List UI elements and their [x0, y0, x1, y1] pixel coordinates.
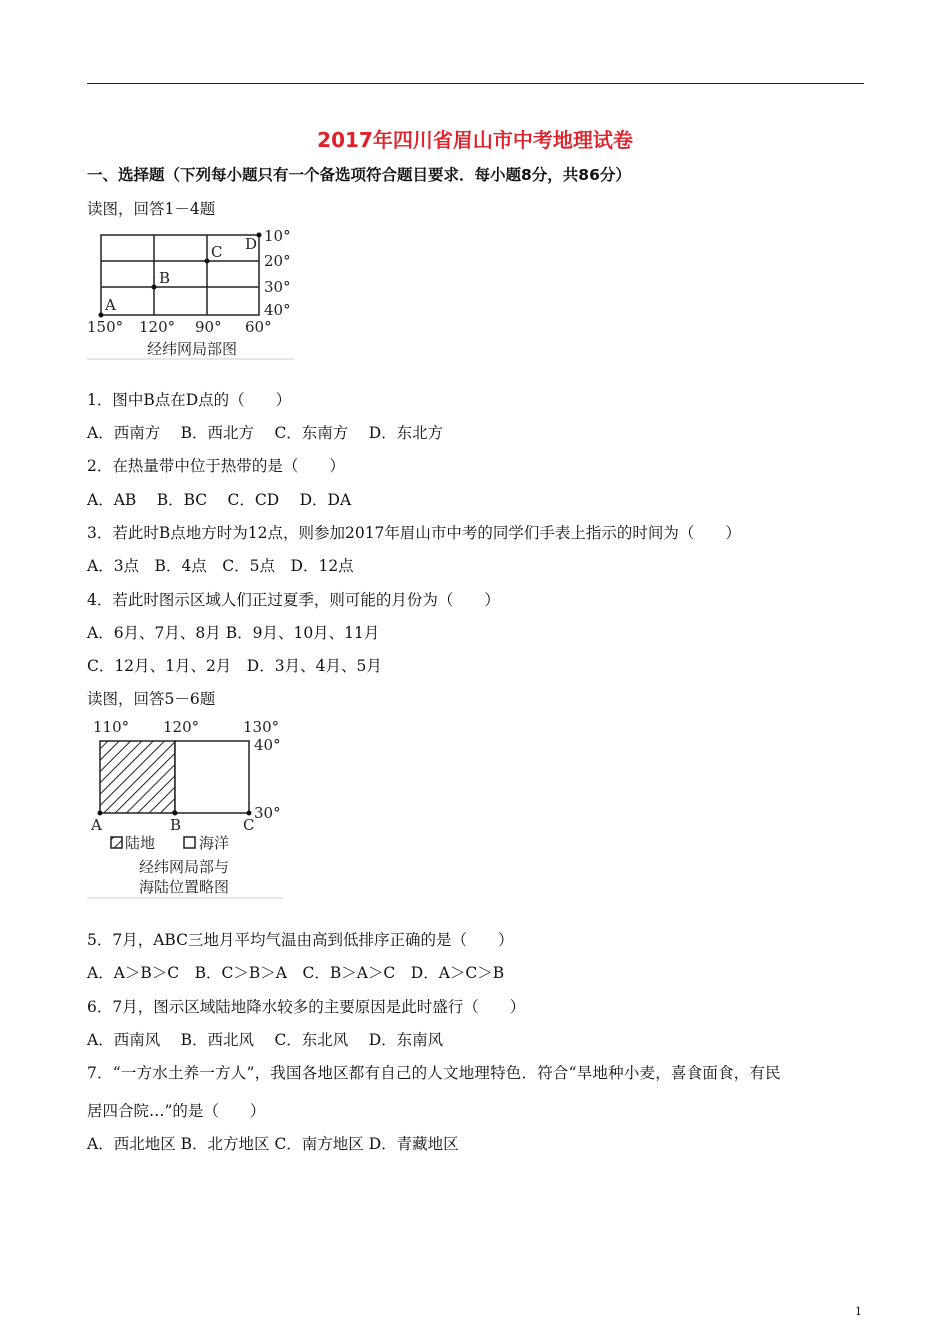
lat-label: 30°	[254, 804, 281, 822]
land-area	[100, 741, 175, 813]
question-options: A．6月、7月、8月 B．9月、10月、11月	[87, 624, 380, 642]
question-options: A．AB B．BC C．CD D．DA	[87, 491, 352, 509]
question-stem: 6．7月，图示区域陆地降水较多的主要原因是此时盛行（ ）	[87, 998, 526, 1016]
question-options: A．西南方 B．西北方 C．东南方 D．东北方	[87, 424, 444, 442]
label-c: C	[243, 816, 255, 834]
label-c: C	[211, 243, 223, 261]
question-stem-continued: 居四合院…”的是（ ）	[87, 1102, 266, 1120]
question-stem: 1．图中B点在D点的（ ）	[87, 391, 292, 409]
point-b	[173, 811, 178, 816]
question-options: A．西北地区 B．北方地区 C．南方地区 D．青藏地区	[87, 1135, 459, 1153]
page-number: 1	[855, 1305, 862, 1318]
intro-text-2: 读图，回答5－6题	[87, 690, 216, 708]
question-stem: 3．若此时B点地方时为12点，则参加2017年眉山市中考的同学们手表上指示的时间为（ ）	[87, 524, 741, 542]
label-d: D	[245, 235, 258, 253]
label-a: A	[105, 296, 116, 314]
lon-label: 120°	[139, 318, 176, 336]
graticule-figure	[87, 226, 297, 361]
question-stem: 4．若此时图示区域人们正过夏季，则可能的月份为（ ）	[87, 591, 500, 609]
lon-label: 120°	[163, 718, 200, 736]
question-options: A．3点 B．4点 C．5点 D．12点	[87, 557, 354, 575]
legend-sea-label: 海洋	[199, 834, 230, 852]
point-a	[99, 313, 104, 318]
lat-label: 30°	[264, 278, 291, 296]
legend-land-label: 陆地	[125, 834, 156, 852]
question-stem: 7．“一方水土养一方人”，我国各地区都有自己的人文地理特色．符合“旱地种小麦，喜食面食，有民	[87, 1064, 781, 1082]
legend-land-swatch	[111, 837, 122, 848]
lat-label: 40°	[254, 736, 281, 754]
point-d	[257, 233, 262, 238]
question-stem: 2．在热量带中位于热带的是（ ）	[87, 457, 345, 475]
lon-label: 150°	[87, 318, 124, 336]
point-b	[152, 285, 157, 290]
lon-label: 60°	[245, 318, 272, 336]
page-title: 2017年四川省眉山市中考地理试卷	[317, 128, 633, 152]
legend-sea-swatch	[184, 837, 195, 848]
point-c	[205, 259, 210, 264]
question-options: C．12月、1月、2月 D．3月、4月、5月	[87, 657, 382, 675]
figure-caption: 经纬网局部图	[147, 340, 238, 358]
sea-area	[175, 741, 249, 813]
section-heading: 一、选择题（下列每小题只有一个备选项符合题目要求．每小题8分，共86分）	[87, 166, 631, 184]
label-b: B	[170, 816, 182, 834]
question-stem: 5．7月，ABC三地月平均气温由高到低排序正确的是（ ）	[87, 931, 514, 949]
label-a: A	[91, 816, 102, 834]
label-b: B	[159, 269, 171, 287]
lon-label: 130°	[243, 718, 280, 736]
figure-caption: 经纬网局部与	[139, 858, 230, 876]
lon-label: 90°	[195, 318, 222, 336]
lat-label: 40°	[264, 301, 291, 319]
lon-label: 110°	[93, 718, 130, 736]
lat-label: 10°	[264, 227, 291, 245]
point-c	[247, 811, 252, 816]
header-rule	[87, 83, 864, 84]
lat-label: 20°	[264, 252, 291, 270]
intro-text-1: 读图，回答1－4题	[87, 200, 216, 218]
figure-caption: 海陆位置略图	[139, 878, 230, 896]
question-options: A．西南风 B．西北风 C．东北风 D．东南风	[87, 1031, 444, 1049]
land-sea-figure	[87, 716, 287, 900]
question-options: A．A＞B＞C B．C＞B＞A C．B＞A＞C D．A＞C＞B	[87, 964, 505, 982]
point-a	[98, 811, 103, 816]
